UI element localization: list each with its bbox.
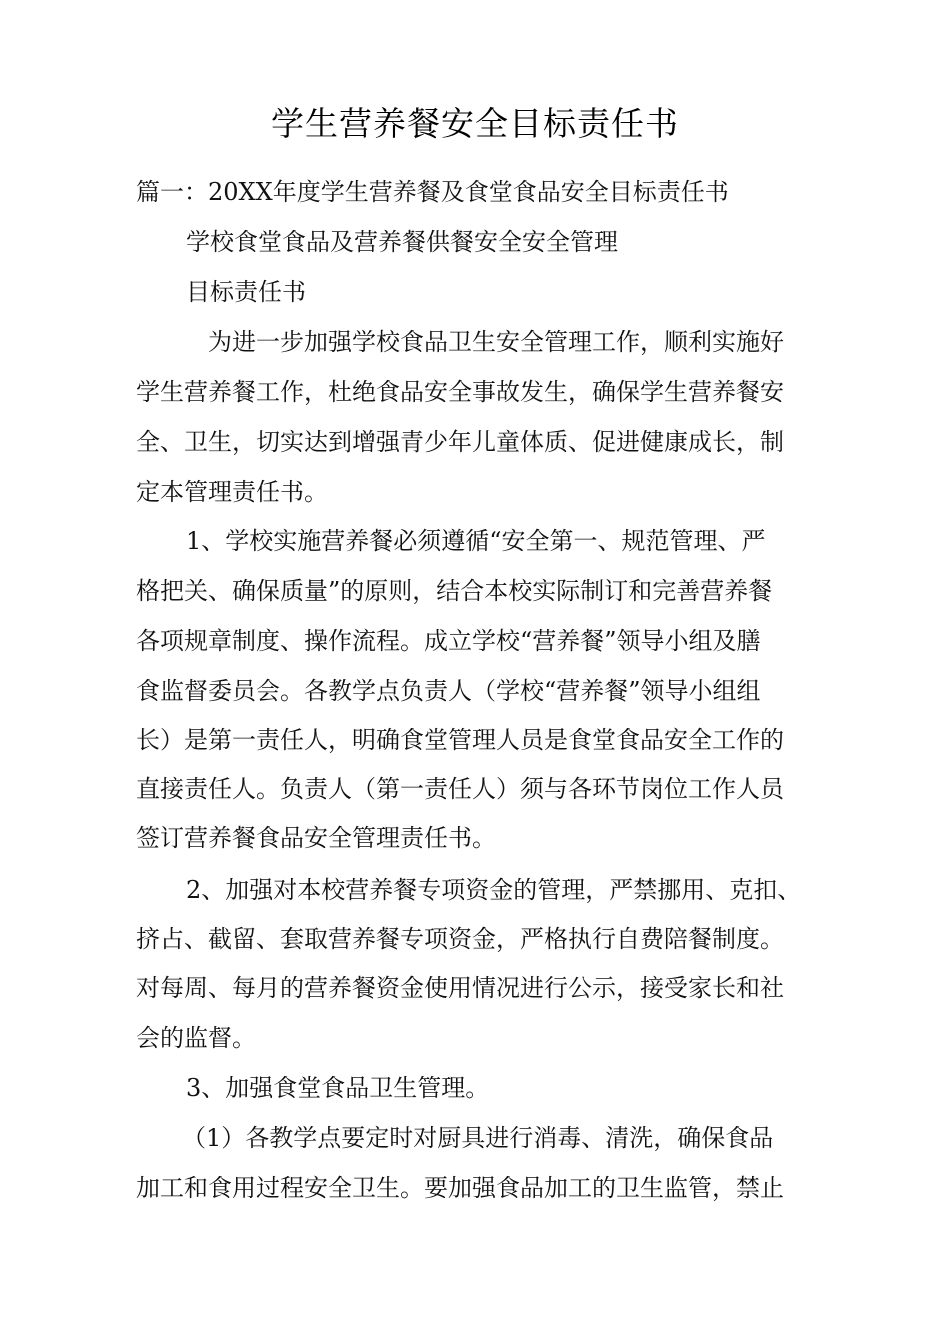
text-line: 学校食堂食品及营养餐供餐安全安全管理 — [186, 228, 618, 256]
text-line: 食监督委员会。各教学点负责人（学校“营养餐”领导小组组 — [136, 677, 761, 705]
text-line: 篇一：20XX年度学生营养餐及食堂食品安全目标责任书 — [136, 178, 729, 206]
text-line: 挤占、截留、套取营养餐专项资金，严格执行自费陪餐制度。 — [136, 925, 784, 953]
text-line: 全、卫生，切实达到增强青少年儿童体质、促进健康成长，制 — [136, 428, 784, 456]
text-line: （1）各教学点要定时对厨具进行消毒、清洗，确保食品 — [182, 1124, 774, 1152]
text-line: 2、加强对本校营养餐专项资金的管理，严禁挪用、克扣、 — [186, 876, 802, 904]
text-line: 3、加强食堂食品卫生管理。 — [186, 1074, 490, 1102]
text-line: 加工和食用过程安全卫生。要加强食品加工的卫生监管，禁止 — [136, 1174, 784, 1202]
text-line: 会的监督。 — [136, 1024, 256, 1052]
text-line: 定本管理责任书。 — [136, 478, 328, 506]
text-line: 为进一步加强学校食品卫生安全管理工作，顺利实施好 — [208, 328, 784, 356]
text-line: 1、学校实施营养餐必须遵循“安全第一、规范管理、严 — [186, 527, 766, 555]
text-line: 格把关、确保质量”的原则，结合本校实际制订和完善营养餐 — [136, 577, 773, 605]
text-line: 长）是第一责任人，明确食堂管理人员是食堂食品安全工作的 — [136, 726, 784, 754]
text-line: 目标责任书 — [186, 278, 306, 306]
text-line: 学生营养餐工作，杜绝食品安全事故发生，确保学生营养餐安 — [136, 378, 784, 406]
text-line: 对每周、每月的营养餐资金使用情况进行公示，接受家长和社 — [136, 974, 784, 1002]
text-line: 直接责任人。负责人（第一责任人）须与各环节岗位工作人员 — [136, 775, 784, 803]
document-title: 学生营养餐安全目标责任书 — [271, 104, 679, 143]
text-line: 各项规章制度、操作流程。成立学校“营养餐”领导小组及膳 — [136, 627, 761, 655]
text-line: 签订营养餐食品安全管理责任书。 — [136, 824, 496, 852]
